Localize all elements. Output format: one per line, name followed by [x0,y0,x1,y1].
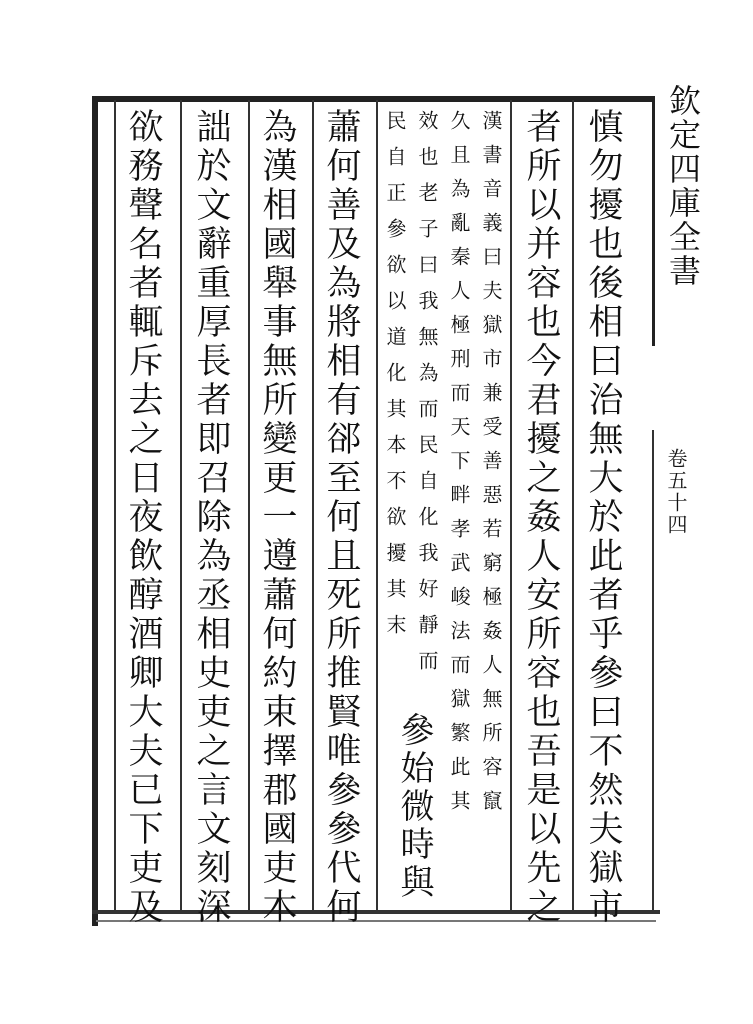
frame-left-border [92,96,98,926]
text-column-7: 欲務聲名者輒斥去之日夜飲醇酒卿大夫已下吏及 [123,108,163,927]
text-column-1: 慎勿擾也後相曰治無大於此者乎參曰不然夫獄市 [583,108,623,927]
volume-label: 卷五十四 [664,448,688,536]
text-column-6: 詘於文辭重厚長者即召除為丞相史吏之言文刻深 [191,108,231,927]
frame-right-border-lower [652,430,654,912]
book-title: 欽定四庫全書 [664,84,702,288]
column-rule [114,100,116,912]
frame-bottom-border-inner [96,920,656,922]
commentary-column-2: 久且為亂秦人極刑而天下畔孝武峻法而獄繁此其 [447,110,471,824]
text-column-4: 蕭何善及為將相有郤至何且死所推賢唯參參代何 [321,108,361,927]
commentary-column-1: 漢書音義曰夫獄市兼受善惡若窮極姦人無所容竄 [479,110,503,824]
column-rule [376,100,378,912]
text-column-2: 者所以并容也今君擾之姦人安所容也吾是以先之 [521,108,561,927]
frame-top-border [95,96,655,102]
column-rule [510,100,512,912]
commentary-column-4: 民自正參欲以道化其本不欲擾其末 [383,110,407,650]
column-rule [312,100,314,912]
column-rule [248,100,250,912]
frame-right-border-upper [652,96,655,346]
commentary-column-3: 效也老子曰我無為而民自化我好靜而 [415,110,439,686]
column-rule [180,100,182,912]
text-column-3-tail: 參始微時與 [394,712,434,902]
column-rule [572,100,574,912]
text-column-5: 為漢相國舉事無所變更一遵蕭何約束擇郡國吏木 [257,108,297,927]
